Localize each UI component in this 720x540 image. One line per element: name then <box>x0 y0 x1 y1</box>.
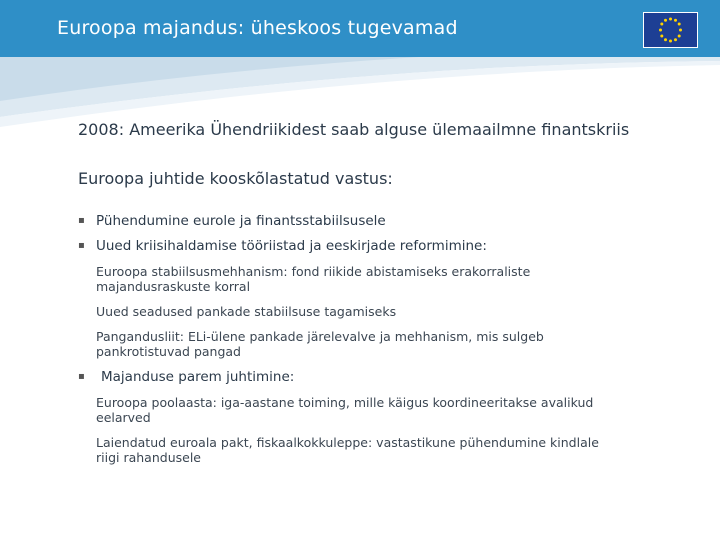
bullet-label: Uued kriisihaldamise tööriistad ja eeskirjade reformimine: <box>96 238 487 254</box>
subhead: Euroopa juhtide kooskõlastatud vastus: <box>78 169 393 188</box>
sub-item: Laiendatud euroala pakt, fiskaalkokkuleppe: vastastikune pühendumine kindlale riigi rahandusele <box>96 435 599 465</box>
headline: 2008: Ameerika Ühendriikidest saab alguse ülemaailmne finantskriis <box>78 120 630 139</box>
page-title: Euroopa majandus: üheskoos tugevamad <box>57 17 458 39</box>
bullet-item <box>78 213 386 229</box>
sub-item: Uued seadused pankade stabiilsuse tagamiseks <box>96 304 397 319</box>
bullet-label: Pühendumine eurole ja finantsstabiilsusele <box>96 213 386 229</box>
bullet-item <box>78 238 487 254</box>
bullet-label: Majanduse parem juhtimine: <box>101 369 295 385</box>
sub-item: Pangandusliit: ELi-ülene pankade järelevalve ja mehhanism, mis sulgeb pankrotistuvad pangad <box>96 329 544 359</box>
sub-item: Euroopa stabiilsusmehhanism: fond riikide abistamiseks erakorraliste majandusraskuste korral <box>96 264 531 294</box>
sub-item: Euroopa poolaasta: iga-aastane toiming, mille käigus koordineeritakse avalikud eelarved <box>96 395 594 425</box>
bullet-marker: ▪ <box>78 371 85 382</box>
bullet-item <box>78 369 294 385</box>
bullet-marker: ▪ <box>78 240 85 251</box>
bullet-marker: ▪ <box>78 215 85 226</box>
